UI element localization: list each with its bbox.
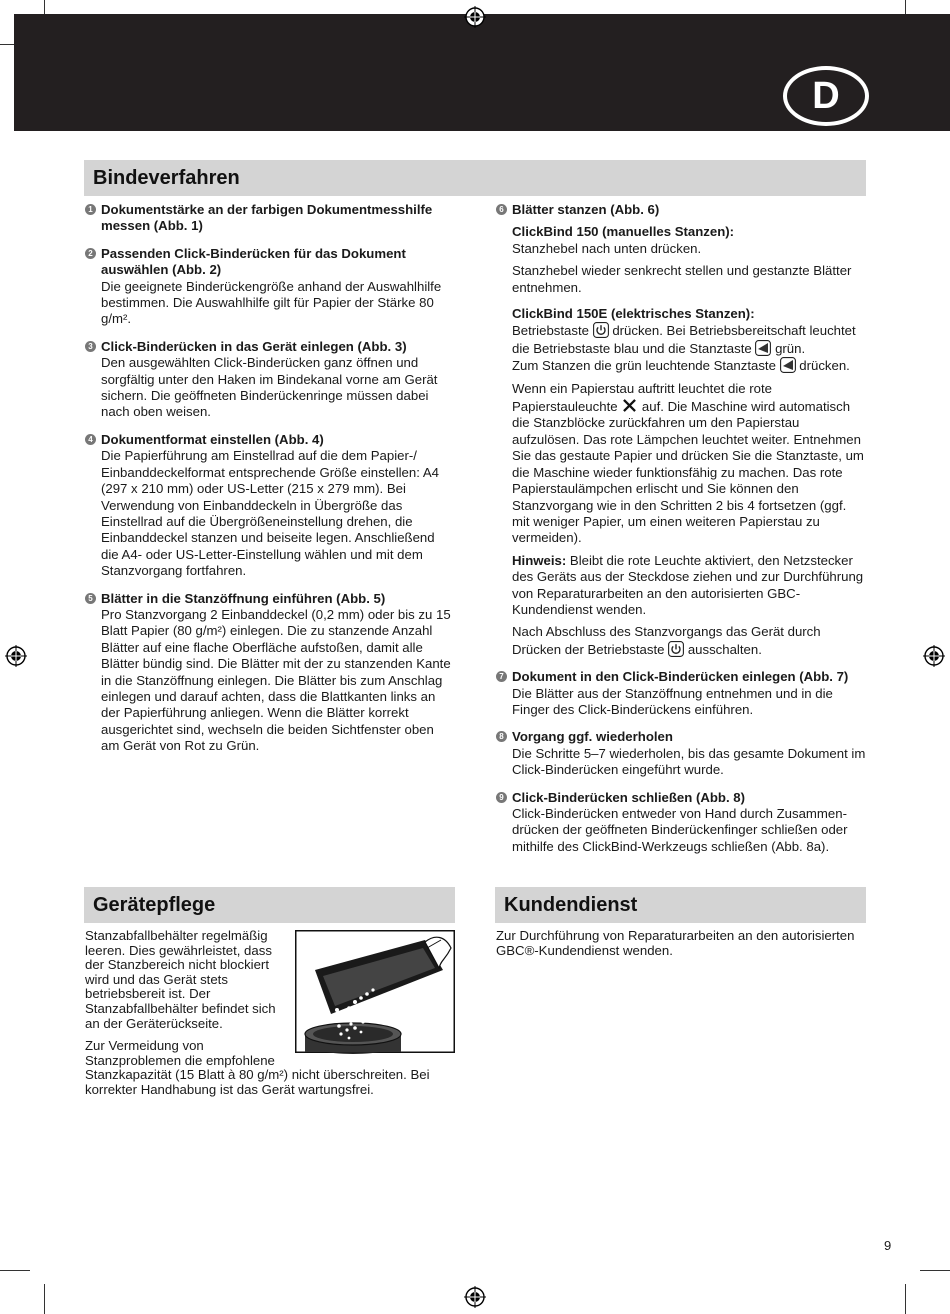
- manual-punch-text-1: Stanzhebel nach unten drücken.: [512, 240, 702, 256]
- step-text: Die Papierführung am Einstellrad auf die dem Papier-/ Einbanddeckelformat entsprechende Größe einstellen: A4 (297 x 210 mm) oder US-Letter (215 x 279 mm). Bei Verwendung von Einbanddeckeln in Übergröße das Einstellrad auf die Übergrößeneinstellung drehen, die Einbanddeckel stanzen und beiseite legen. Anschließend die A4- oder US-Letter-Einstellung wählen und mit dem Stanzvorgang fortfahren.: [101, 448, 439, 579]
- manual-punch-text-2: Stanzhebel wieder senkrecht stellen und gestanzte Blätter entnehmen.: [512, 263, 852, 295]
- step-title: Blätter in die Stanzöffnung einführen (Abb. 5): [101, 590, 386, 606]
- step-5: [85, 591, 455, 755]
- punch-button-icon: [755, 340, 771, 356]
- hint-text: Hinweis: Bleibt die rote Leuchte aktiviert, den Netzstecker des Geräts aus der Steckdose ziehen und zur Durchführung von Reparaturarbeiten an den autorisierten GBC-Kundendienst wenden.: [512, 552, 864, 617]
- step-8: [496, 729, 866, 778]
- steps-right-column: [496, 202, 866, 866]
- punch-button-icon: [780, 357, 796, 373]
- paper-jam-text: Wenn ein Papierstau auftritt leuchtet die rote Papierstauleuchte auf. Die Maschine wird automatisch die Stanzblöcke zurückfahren um den Papierstau aufzulösen. Das rote Lämpchen leuchtet weiter. Entnehmen Sie das gestaute Papier und drücken Sie die Stanztaste, um die Maschine wieder funktionsfähig zu machen. Das rote Papierstaulämpchen erlischt und Sie können den Stanzvorgang wie in den Schritten 2 bis 4 fortsetzen (ggf. mit weniger Papier, um einen weiteren Papierstau zu vermeiden).: [512, 380, 864, 546]
- step-text: Die Blätter aus der Stanzöffnung entnehmen und in die Finger des Click-Binderückens einführen.: [512, 685, 833, 717]
- step-text: Den ausgewählten Click-Binderücken ganz öffnen und sorgfältig unter den Haken im Bindekanal vorne am Gerät sichern. Die geöffneten Binderückenringe müssen dabei nach oben weisen.: [101, 355, 438, 420]
- step-text: Die geeignete Binderückengröße anhand der Auswahlhilfe bestimmen. Die Auswahlhilfe gilt für Papier der Stärke 80 g/m².: [101, 278, 442, 327]
- geraetepflege-text-2b: Stanzkapazität (15 Blatt à 80 g/m²) nicht überschreiten. Bei korrekter Handhabung ist das Gerät wartungsfrei.: [85, 1067, 430, 1097]
- page-number: 9: [884, 1238, 892, 1253]
- step-number: 7: [496, 671, 507, 682]
- step-6: [496, 202, 866, 658]
- step-number: 3: [85, 341, 96, 352]
- steps-left-column: [85, 202, 455, 766]
- crop-mark: [905, 1284, 906, 1314]
- step-title: Passenden Click-Binderücken für das Dokument auswählen (Abb. 2): [101, 245, 406, 278]
- crop-mark: [920, 1270, 950, 1271]
- section-heading-bindeverfahren: Bindeverfahren: [84, 160, 866, 196]
- step-number: 5: [85, 593, 96, 604]
- step-number: 4: [85, 434, 96, 445]
- manual-punch-title: ClickBind 150 (manuelles Stanzen):: [512, 224, 735, 240]
- step-title: Dokument in den Click-Binderücken einlegen (Abb. 7): [512, 669, 849, 685]
- paper-jam-x-icon: [621, 397, 638, 414]
- step-number: 1: [85, 204, 96, 215]
- step-3: [85, 339, 455, 421]
- step-text: Pro Stanzvorgang 2 Einbanddeckel (0,2 mm) oder bis zu 15 Blatt Papier (80 g/m²) einlegen. Die zu stanzende Anzahl Blätter auf eine flache Oberfläche aufstoßen, damit alle Blätter bündig sind. Die Blätter mit der zu stanzenden Kante in die Stanzöffnung einlegen. Die Blätter bis zum Anschlag einlegen und darauf achten, dass die Blattkanten links an der Papierführung anliegen. Wenn die Blätter korrekt ausgerichtet sind, wechseln die beiden Sichtfenster oben am Gerät von Rot zu Grün.: [101, 606, 451, 754]
- step-2: [85, 246, 455, 328]
- step-9: [496, 790, 866, 856]
- step-title: Click-Binderücken in das Gerät einlegen (Abb. 3): [101, 338, 407, 354]
- step-number: 9: [496, 792, 507, 803]
- electric-punch-title: ClickBind 150E (elektrisches Stanzen):: [512, 306, 755, 322]
- step-number: 8: [496, 731, 507, 742]
- geraetepflege-text-2a: Zur Vermeidung von Stanzproblemen die empfohlene: [85, 1038, 275, 1068]
- waste-bin-illustration: [295, 930, 455, 1054]
- step-title: Dokumentstärke an der farbigen Dokumentmesshilfe messen (Abb. 1): [101, 202, 433, 234]
- kundendienst-text: Zur Durchführung von Reparaturarbeiten an den autorisierten GBC®-Kundendienst wenden.: [496, 928, 855, 958]
- crop-mark: [0, 1270, 30, 1271]
- geraetepflege-text-1: Stanzabfallbehälter regelmäßig leeren. Dies gewährleistet, dass der Stanzbereich nicht blockiert wird und das Gerät stets betriebsbereit ist. Der Stanzabfallbehälter befindet sich an der Geräterückseite.: [85, 928, 276, 1031]
- registration-mark-icon: [5, 645, 27, 667]
- step-number: 2: [85, 248, 96, 259]
- registration-mark-icon: [464, 6, 486, 28]
- power-off-text: Nach Abschluss des Stanzvorgangs das Gerät durch Drücken der Betriebstaste ausschalten.: [512, 624, 821, 657]
- step-title: Blätter stanzen (Abb. 6): [512, 202, 660, 217]
- electric-punch-text-1: Betriebstaste drücken. Bei Betriebsbereitschaft leuchtet die Betriebstaste blau und die Stanztaste grün.: [512, 323, 856, 356]
- section-heading-geraetepflege: Gerätepflege: [84, 887, 455, 923]
- step-title: Dokumentformat einstellen (Abb. 4): [101, 431, 324, 447]
- section-heading-kundendienst: Kundendienst: [495, 887, 866, 923]
- power-button-icon: [668, 641, 684, 657]
- language-badge: D: [783, 66, 869, 126]
- step-text: Die Schritte 5–7 wiederholen, bis das gesamte Dokument im Click-Binderücken eingeführt wurde.: [512, 745, 866, 778]
- registration-mark-icon: [464, 1286, 486, 1308]
- power-button-icon: [593, 322, 609, 338]
- registration-mark-icon: [923, 645, 945, 667]
- step-4: [85, 432, 455, 580]
- step-title: Click-Binderücken schließen (Abb. 8): [512, 789, 746, 805]
- step-number: 6: [496, 204, 507, 215]
- step-text: Click-Binderücken entweder von Hand durch Zusammen-drücken der geöffneten Binderückenfinger schließen oder mithilfe des ClickBind-Werkzeugs schließen (Abb. 8a).: [512, 806, 848, 854]
- step-title: Vorgang ggf. wiederholen: [512, 729, 673, 745]
- step-7: [496, 669, 866, 718]
- step-1: [85, 202, 455, 235]
- electric-punch-text-2: Zum Stanzen die grün leuchtende Stanztaste drücken.: [512, 358, 850, 374]
- crop-mark: [44, 1284, 45, 1314]
